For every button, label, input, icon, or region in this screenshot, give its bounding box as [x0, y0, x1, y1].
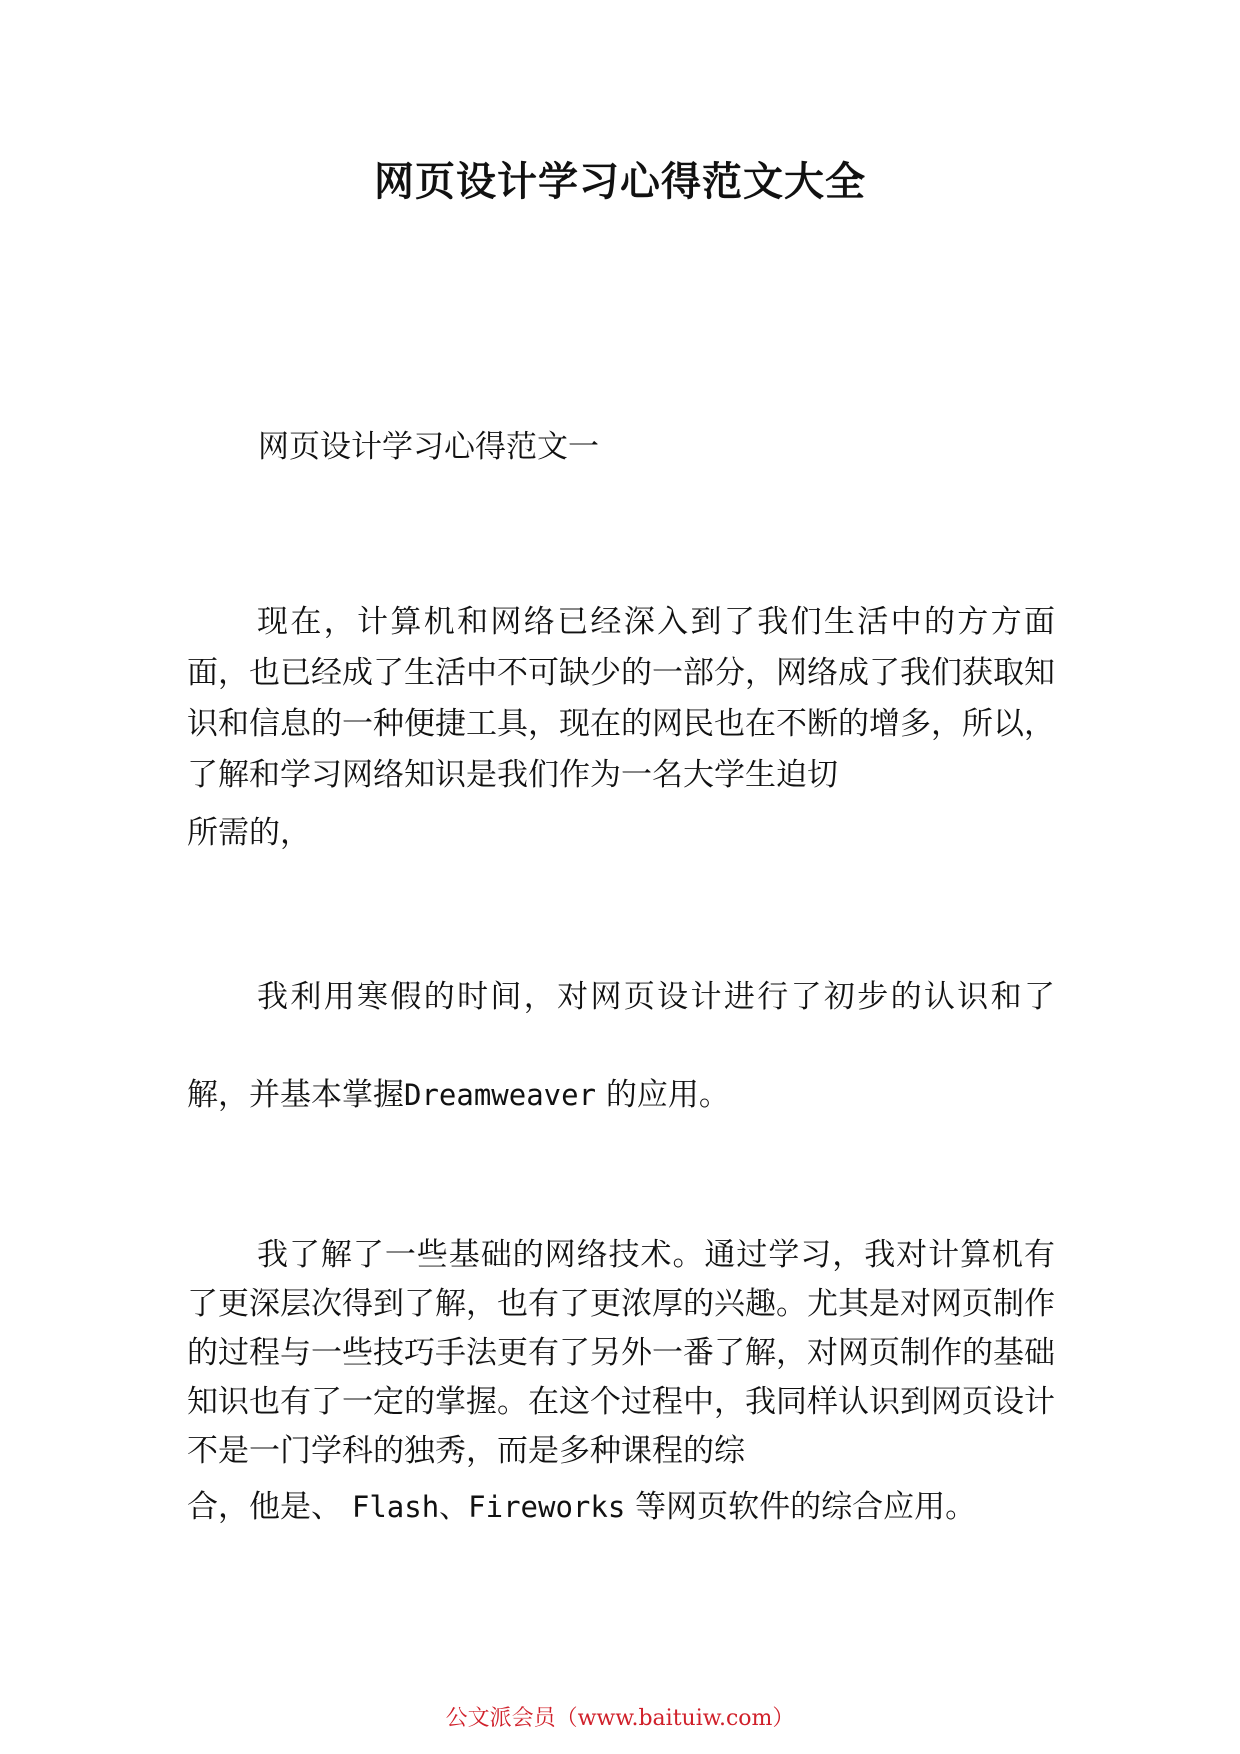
paragraph-3-text: 我了解了一些基础的网络技术。通过学习，我对计算机有了更深层次得到了解，也有了更浓厚的兴趣。尤其是对网页制作的过程与一些技巧手法更有了另外一番了解，对网页制作的基础知识也有了一定的掌握。在这个过程中，我同样认识到网页设计不是一门学科的独秀，而是多种课程的综: [187, 1237, 1055, 1469]
paragraph-3-last-line: [187, 1483, 1055, 1532]
paragraph-1-last-line: 所需的，: [187, 815, 311, 851]
paragraph-3-last-text: 合，他是、: [187, 1489, 352, 1525]
paragraph-3: [187, 1231, 1055, 1532]
paragraph-3-software-names: Flash、Fireworks: [351, 1490, 626, 1524]
paragraph-2-software-name: Dreamweaver: [404, 1078, 597, 1112]
section-heading: 网页设计学习心得范文一: [258, 429, 599, 465]
paragraph-2-text: 我利用寒假的时间，对网页设计进行了初步的认识和了解，并基本掌握: [187, 979, 1055, 1113]
paragraph-1-text: 现在，计算机和网络已经深入到了我们生活中的方方面面，也已经成了生活中不可缺少的一部分，网络成了我们获取知识和信息的一种便捷工具，现在的网民也在不断的增多，所以，了解和学习网络知识是我们作为一名大学生迫切: [187, 604, 1055, 793]
footer-watermark: 公文派会员（www.baituiw.com）: [445, 1706, 795, 1731]
document-title: 网页设计学习心得范文大全: [374, 159, 866, 205]
paragraph-3-tail: 等网页软件的综合应用。: [625, 1489, 977, 1525]
paragraph-2-tail: 的应用。: [596, 1077, 730, 1113]
paragraph-2: [187, 948, 1055, 1144]
paragraph-1: [187, 597, 1055, 859]
